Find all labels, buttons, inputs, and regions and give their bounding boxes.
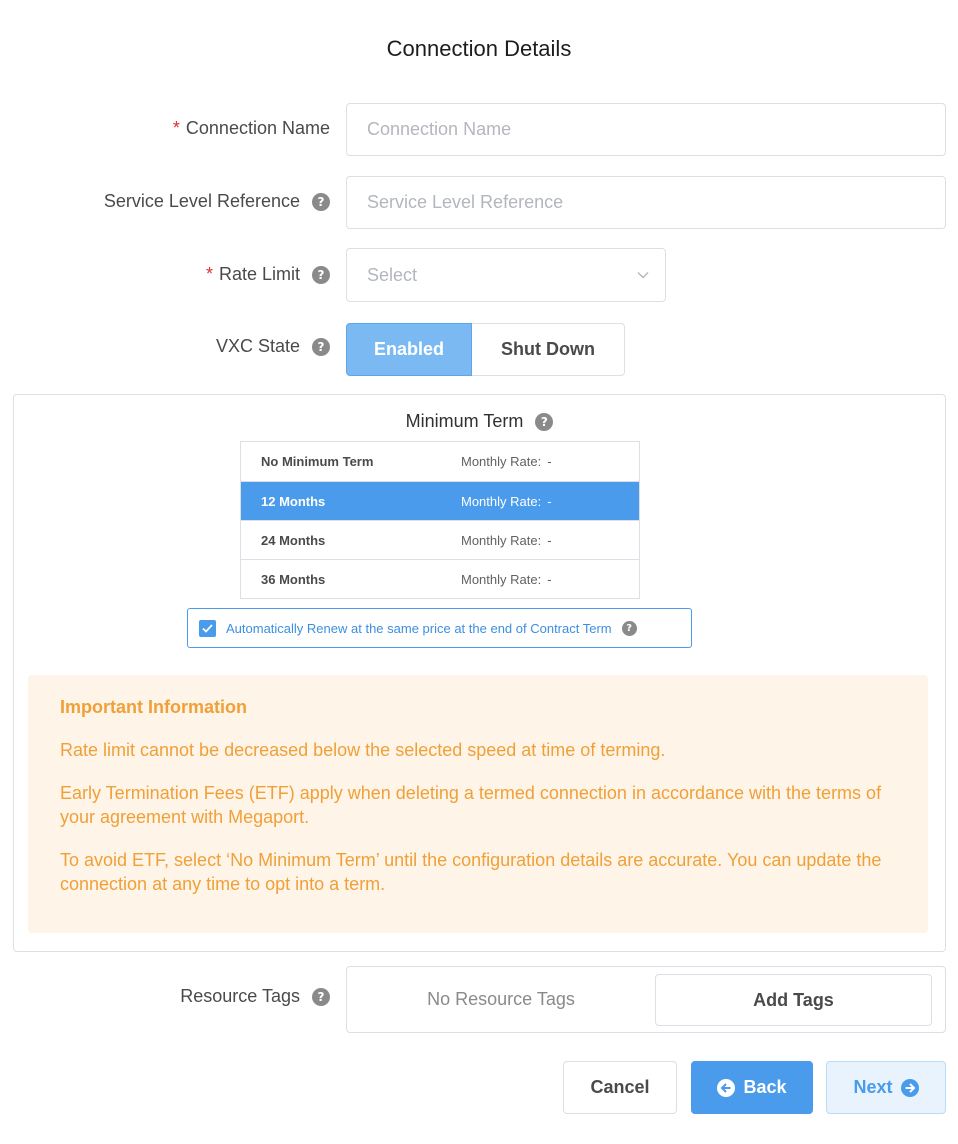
- rate-limit-label: [206, 264, 330, 285]
- term-option-name: 36 Months: [261, 571, 326, 587]
- minimum-term-panel: [13, 394, 946, 952]
- term-option-24-months[interactable]: [241, 520, 639, 559]
- monthly-rate-label: Monthly Rate:: [461, 532, 542, 548]
- help-icon[interactable]: ?: [312, 193, 330, 211]
- minimum-term-title: Minimum Term: [405, 411, 524, 431]
- rate-limit-select[interactable]: [346, 248, 666, 302]
- help-icon[interactable]: ?: [312, 988, 330, 1006]
- info-title: Important Information: [60, 697, 247, 717]
- info-paragraph: Rate limit cannot be decreased below the selected speed at time of terming.: [60, 740, 666, 760]
- service-level-input[interactable]: [346, 176, 946, 229]
- resource-tags-box: [346, 966, 946, 1033]
- connection-name-label: [173, 118, 330, 139]
- back-button[interactable]: [691, 1061, 813, 1114]
- monthly-rate-label: Monthly Rate:: [461, 571, 542, 587]
- checkbox-checked-icon[interactable]: [199, 620, 216, 637]
- no-resource-tags-text: No Resource Tags: [427, 989, 575, 1009]
- term-option-36-months[interactable]: [241, 559, 639, 598]
- monthly-rate-label: Monthly Rate:: [461, 454, 542, 469]
- monthly-rate-value: -: [547, 454, 552, 469]
- add-tags-button[interactable]: Add Tags: [655, 974, 932, 1026]
- required-marker: *: [205, 264, 213, 284]
- monthly-rate-value: -: [547, 532, 552, 548]
- monthly-rate-value: -: [547, 493, 552, 509]
- next-button-label: Next: [853, 1077, 893, 1097]
- page-title: Connection Details: [386, 36, 572, 61]
- arrow-right-circle-icon: [901, 1079, 919, 1097]
- next-button[interactable]: [826, 1061, 946, 1114]
- term-option-name: 12 Months: [261, 493, 326, 509]
- help-icon[interactable]: ?: [312, 338, 330, 356]
- chevron-down-icon: [637, 269, 649, 281]
- term-options-list: [240, 441, 640, 599]
- rate-limit-label-text: Rate Limit: [218, 264, 300, 284]
- term-option-12-months[interactable]: [241, 481, 639, 520]
- help-icon[interactable]: ?: [622, 621, 637, 636]
- term-option-name: 24 Months: [261, 532, 326, 548]
- connection-name-label-text: Connection Name: [185, 118, 330, 138]
- service-level-label: [104, 191, 330, 212]
- resource-tags-label-text: Resource Tags: [180, 986, 300, 1006]
- auto-renew-checkbox[interactable]: [187, 608, 692, 648]
- monthly-rate-label: Monthly Rate:: [461, 493, 542, 509]
- monthly-rate-value: -: [547, 571, 552, 587]
- resource-tags-label: [180, 986, 330, 1007]
- cancel-button[interactable]: Cancel: [563, 1061, 677, 1114]
- vxc-state-label: [216, 336, 330, 357]
- info-paragraph: Early Termination Fees (ETF) apply when deleting a termed connection in accordance with the terms of your agreement with Megaport.: [60, 783, 882, 827]
- back-button-label: Back: [743, 1077, 787, 1097]
- minimum-term-heading: [14, 411, 945, 432]
- arrow-left-circle-icon: [717, 1079, 735, 1097]
- info-paragraph: To avoid ETF, select ‘No Minimum Term’ until the configuration details are accurate. You can update the connection at any time to opt into a term.: [60, 850, 882, 894]
- vxc-shutdown-button[interactable]: Shut Down: [472, 323, 625, 376]
- term-option-no-minimum[interactable]: [241, 442, 639, 481]
- important-info-box: [28, 675, 928, 933]
- vxc-enabled-button[interactable]: Enabled: [346, 323, 472, 376]
- auto-renew-label: Automatically Renew at the same price at the end of Contract Term: [226, 620, 612, 636]
- vxc-state-label-text: VXC State: [215, 336, 300, 356]
- term-option-name: No Minimum Term: [261, 454, 374, 469]
- help-icon[interactable]: ?: [535, 413, 553, 431]
- required-marker: *: [172, 118, 180, 138]
- vxc-state-toggle: [346, 323, 625, 376]
- rate-limit-placeholder: Select: [367, 264, 418, 285]
- connection-name-input[interactable]: [346, 103, 946, 156]
- service-level-label-text: Service Level Reference: [103, 191, 300, 211]
- help-icon[interactable]: ?: [312, 266, 330, 284]
